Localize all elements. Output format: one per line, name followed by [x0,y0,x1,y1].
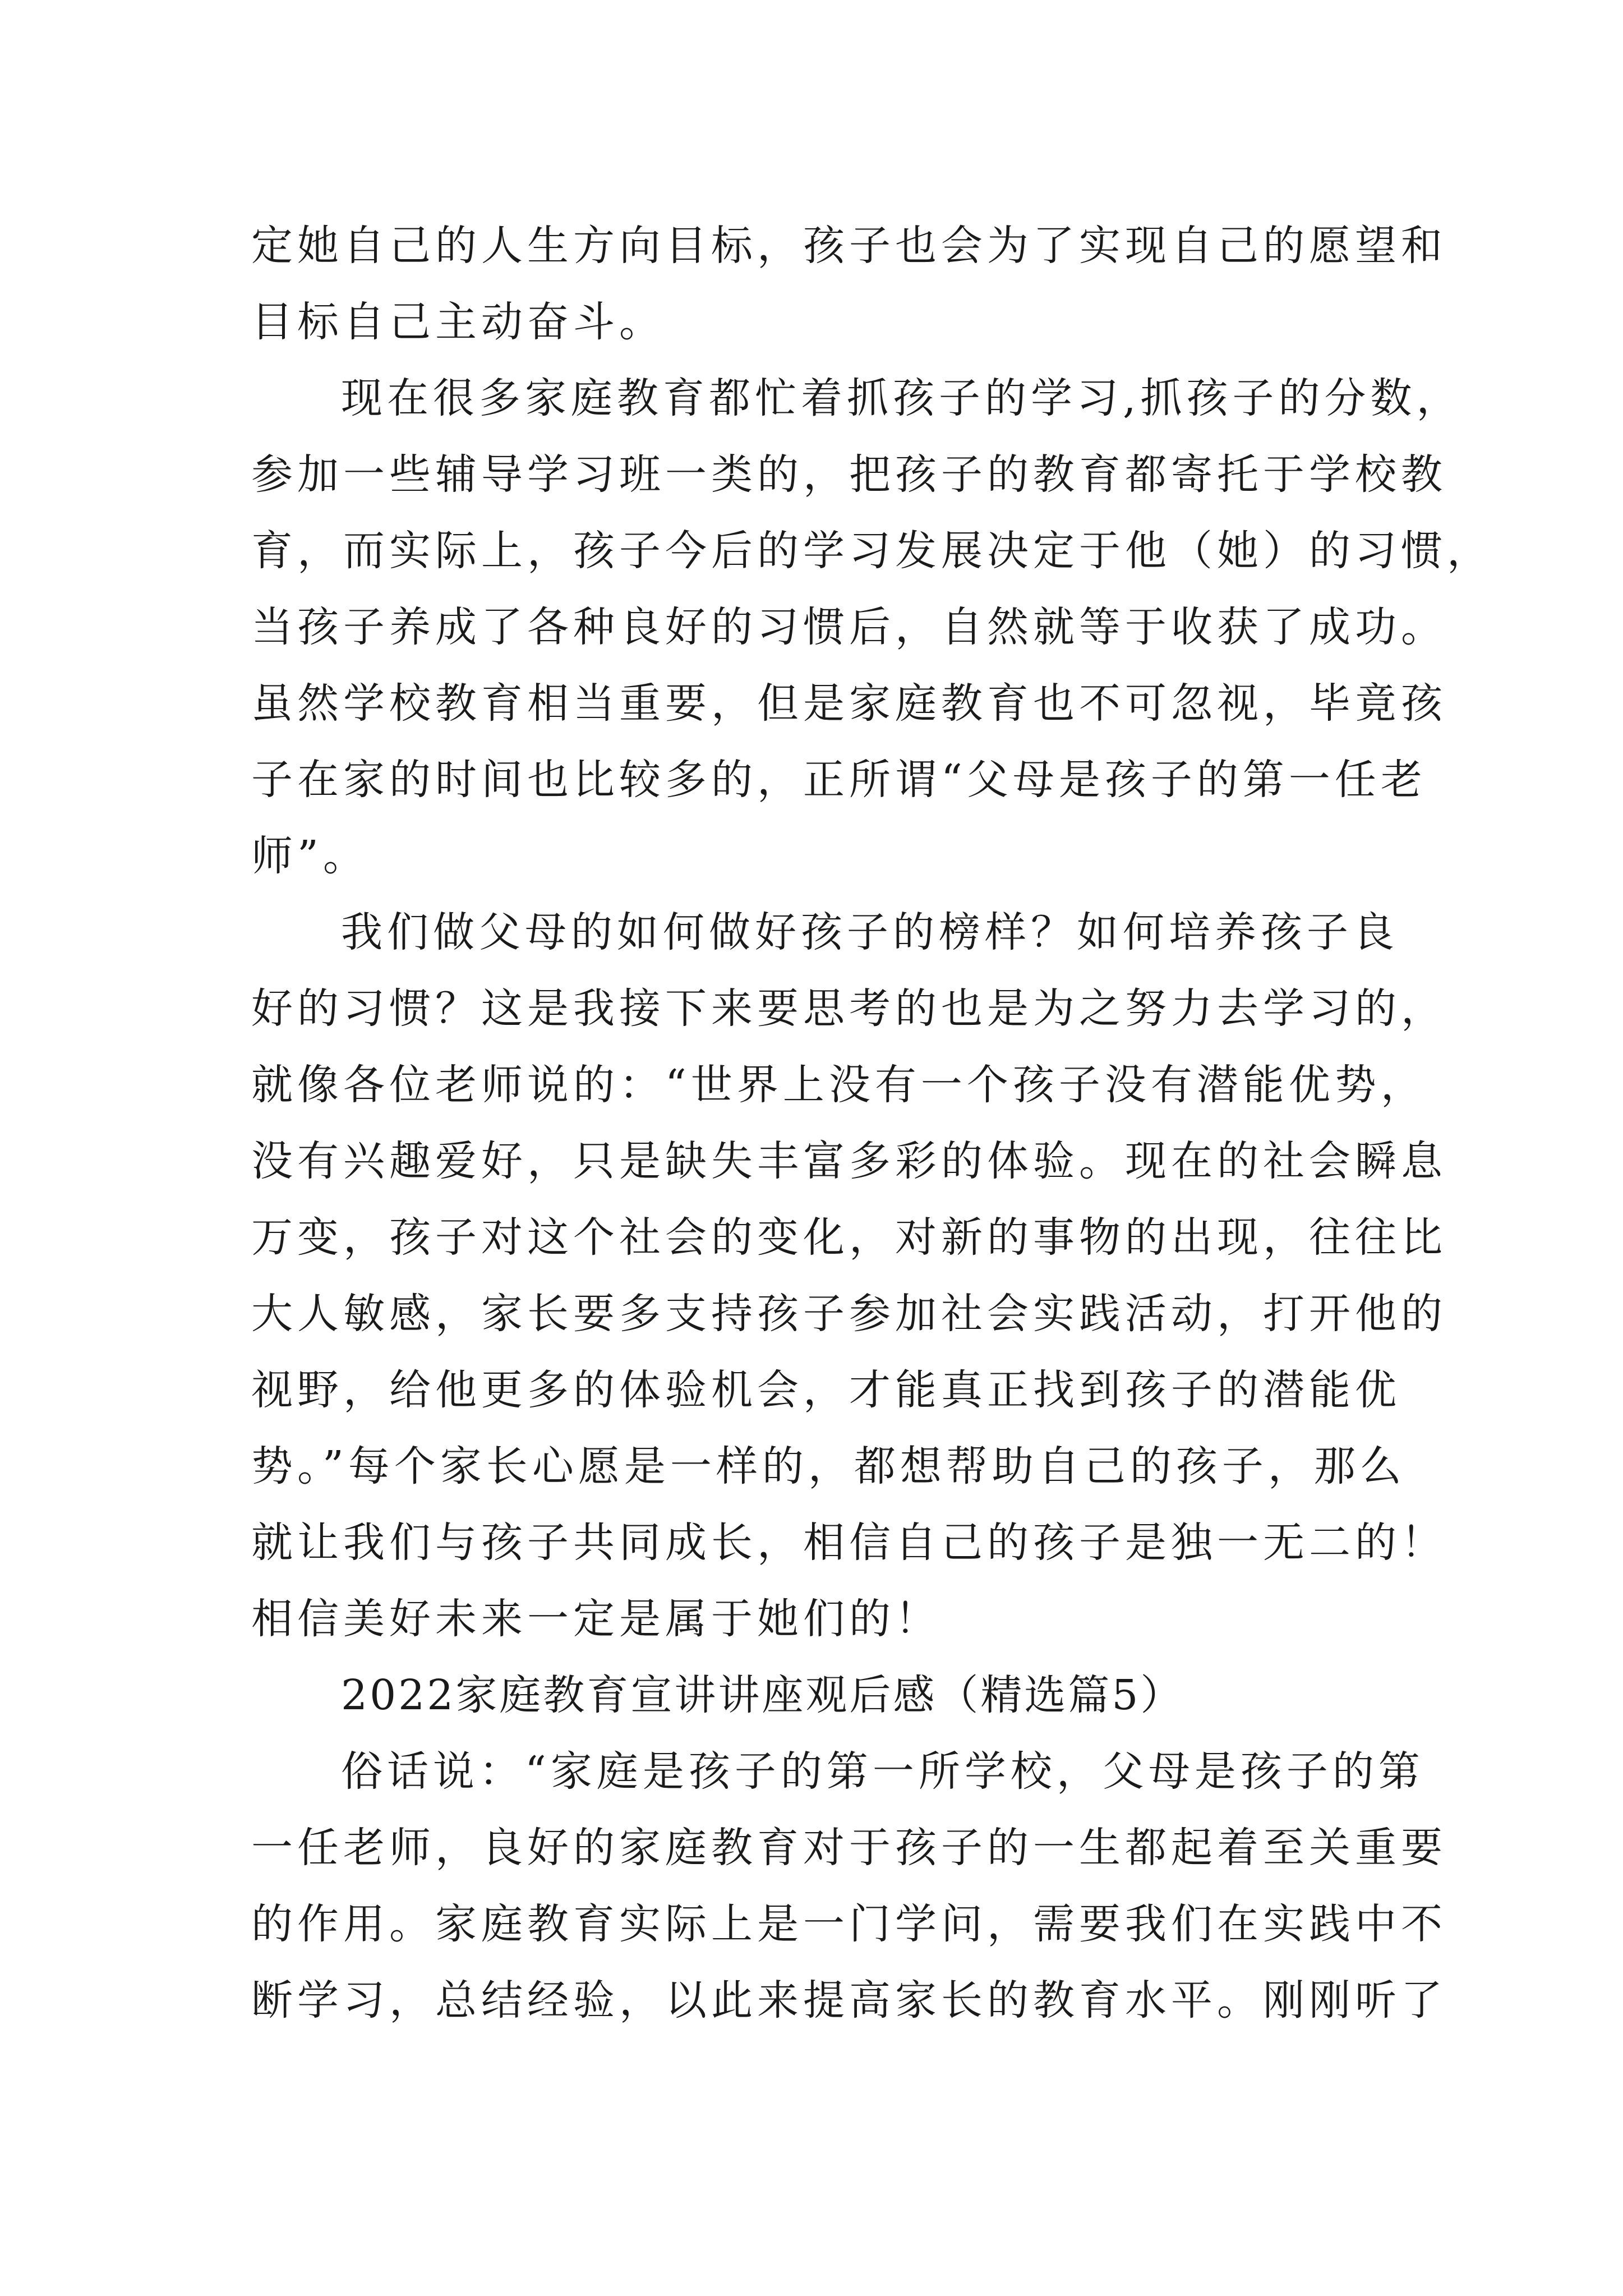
text-line: 师”。 [251,832,369,880]
text-line: 目标自己主动奋斗。 [251,298,665,346]
text-line: 万变，孩子对这个社会的变化，对新的事物的出现，往往比 [251,1213,1447,1262]
text-line: 一任老师，良好的家庭教育对于孩子的一生都起着至关重要 [251,1824,1447,1872]
document-body [251,208,1493,2039]
text-line: 就让我们与孩子共同成长，相信自己的孩子是独一无二的！ [251,1519,1447,1567]
text-line: 虽然学校教育相当重要，但是家庭教育也不可忽视，毕竟孩 [251,679,1447,728]
paragraph-start-line: 俗话说：“家庭是孩子的第一所学校，父母是孩子的第 [341,1747,1424,1796]
text-line: 的作用。家庭教育实际上是一门学问，需要我们在实践中不 [251,1900,1447,1948]
paragraph-start-line: 现在很多家庭教育都忙着抓孩子的学习,抓孩子的分数， [341,374,1463,422]
text-line: 定她自己的人生方向目标，孩子也会为了实现自己的愿望和 [251,222,1447,270]
text-line: 育，而实际上，孩子今后的学习发展决定于他（她）的习惯， [251,527,1493,575]
text-line: 就像各位老师说的：“世界上没有一个孩子没有潜能优势， [251,1061,1427,1109]
text-line: 大人敏感，家长要多支持孩子参加社会实践活动，打开他的 [251,1290,1447,1338]
text-line: 势。”每个家长心愿是一样的，都想帮助自己的孩子，那么 [251,1442,1406,1490]
paragraph-start-line: 我们做父母的如何做好孩子的榜样？如何培养孩子良 [341,908,1399,956]
text-line: 视野，给他更多的体验机会，才能真正找到孩子的潜能优 [251,1366,1401,1414]
text-line: 相信美好未来一定是属于她们的！ [251,1595,941,1643]
section-heading: 2022家庭教育宣讲讲座观后感（精选篇5） [341,1671,1184,1719]
text-line: 子在家的时间也比较多的，正所谓“父母是孩子的第一任老 [251,756,1427,804]
text-line: 参加一些辅导学习班一类的，把孩子的教育都寄托于学校教 [251,450,1447,499]
text-line: 断学习，总结经验，以此来提高家长的教育水平。刚刚听了 [251,1976,1447,2024]
text-line: 好的习惯？这是我接下来要思考的也是为之努力去学习的， [251,984,1447,1033]
text-line: 没有兴趣爱好，只是缺失丰富多彩的体验。现在的社会瞬息 [251,1137,1447,1185]
text-line: 当孩子养成了各种良好的习惯后，自然就等于收获了成功。 [251,603,1447,651]
